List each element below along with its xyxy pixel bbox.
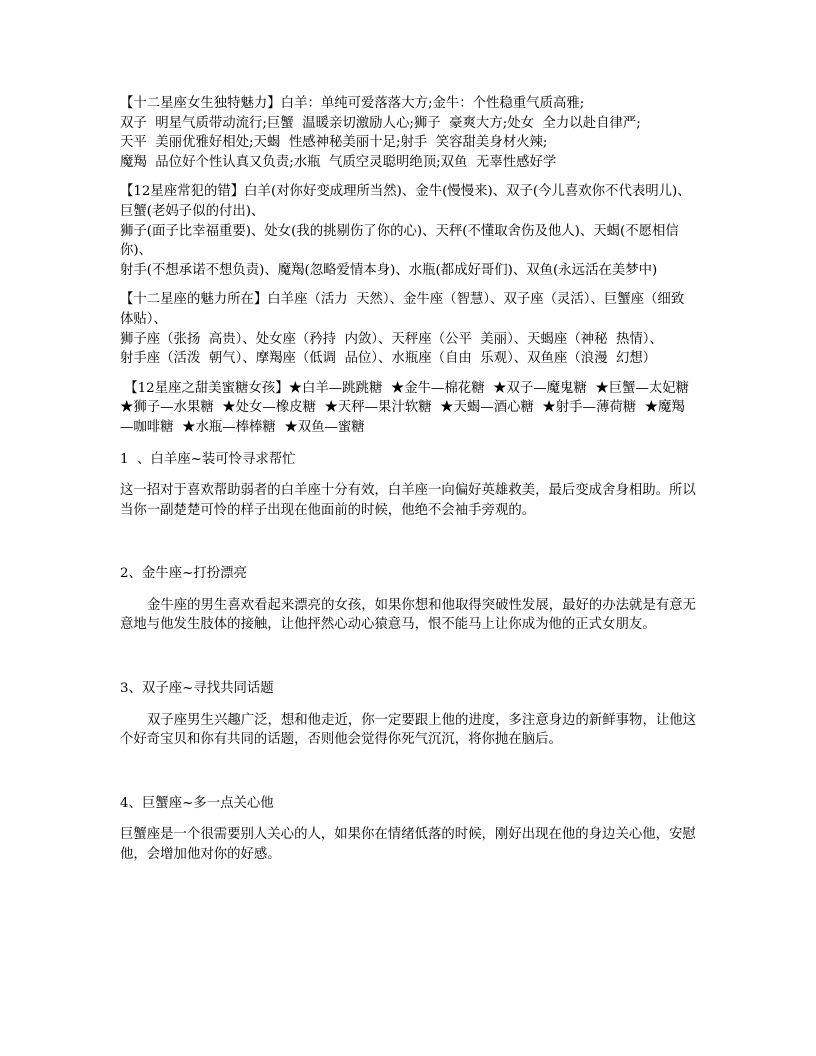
common-mistakes-section	[120, 182, 698, 280]
charm-points-line-2: 狮子座（张扬 高贵）、处女座（矜持 内敛）、天秤座（公平 美丽）、天蝎座（神秘 热情）、	[120, 331, 663, 347]
candy-girls-line-2: ★狮子—水果糖 ★处女—橡皮糖 ★天秤—果汁软糖 ★天蝎—酒心糖 ★射手—薄荷糖 ★魔羯—咖啡糖 ★水瓶—棒棒糖 ★双鱼—蜜糖	[120, 400, 685, 435]
candy-girls-line-1: 【12星座之甜美蜜糖女孩】★白羊—跳跳糖 ★金牛—棉花糖 ★双子—魔鬼糖 ★巨蟹—太妃糖	[120, 380, 690, 396]
item-taurus-body: 金牛座的男生喜欢看起来漂亮的女孩，如果你想和他取得突破性发展，最好的办法就是有意无意地与他发生肢体的接触，让他抨然心动心猿意马，恨不能马上让你成为他的正式女朋友。	[120, 597, 697, 633]
female-charm-line-3: 天平 美丽优雅好相处;天蝎 性感神秘美丽十足;射手 笑容甜美身材火辣;	[120, 135, 548, 151]
female-charm-section	[120, 94, 698, 172]
item-cancer-body: 巨蟹座是一个很需要别人关心的人，如果你在情绪低落的时候，刚好出现在他的身边关心他，安慰他，会增加他对你的好感。	[120, 827, 696, 863]
item-gemini-heading: 3、双子座~寻找共同话题	[120, 681, 274, 697]
document-body	[120, 94, 698, 865]
common-mistakes-line-1: 【12星座常犯的错】白羊(对你好变成理所当然)、金牛(慢慢来)、双子(今儿喜欢你不代表明儿)、巨蟹(老妈子似的付出)、	[120, 184, 691, 219]
item-taurus-heading: 2、金牛座~打扮漂亮	[120, 566, 247, 582]
female-charm-line-2: 双子 明星气质带动流行;巨蟹 温暖亲切激励人心;狮子 豪爽大方;处女 全力以赴自律严;	[120, 115, 641, 131]
item-aries-heading: 1 、白羊座~装可怜寻求帮忙	[120, 451, 296, 467]
female-charm-line-4: 魔羯 品位好个性认真又负责;水瓶 气质空灵聪明绝顶;双鱼 无辜性感好学	[120, 154, 557, 170]
common-mistakes-line-3: 射手(不想承诺不想负责)、魔羯(忽略爱情本身)、水瓶(都成好哥们)、双鱼(永远活在美梦中)	[120, 262, 658, 278]
charm-points-section	[120, 290, 698, 368]
candy-girls-section	[120, 379, 698, 438]
charm-points-line-1: 【十二星座的魅力所在】白羊座（活力 天然）、金牛座（智慧）、双子座（灵活）、巨蟹座（细致 体贴）、	[120, 292, 693, 327]
item-aries-body: 这一招对于喜欢帮助弱者的白羊座十分有效，白羊座一向偏好英雄救美，最后变成舍身相助。所以当你一副楚楚可怜的样子出现在他面前的时候，他绝不会袖手旁观的。	[120, 483, 696, 518]
charm-points-line-3: 射手座（活泼 朝气）、摩羯座（低调 品位）、水瓶座（自由 乐观）、双鱼座（浪漫 幻想）	[120, 351, 657, 367]
item-cancer-heading: 4、巨蟹座~多一点关心他	[120, 795, 274, 811]
female-charm-line-1: 【十二星座女生独特魅力】白羊：单纯可爱落落大方;金牛：个性稳重气质高雅;	[120, 96, 585, 111]
common-mistakes-line-2: 狮子(面子比幸福重要)、处女(我的挑剔伤了你的心)、天秤(不懂取舍伤及他人)、天蝎(不愿相信你)、	[120, 223, 679, 259]
item-gemini-body: 双子座男生兴趣广泛，想和他走近，你一定要跟上他的进度，多注意身边的新鲜事物，让他这个好奇宝贝和你有共同的话题，否则他会觉得你死气沉沉，将你抛在脑后。	[120, 712, 697, 748]
